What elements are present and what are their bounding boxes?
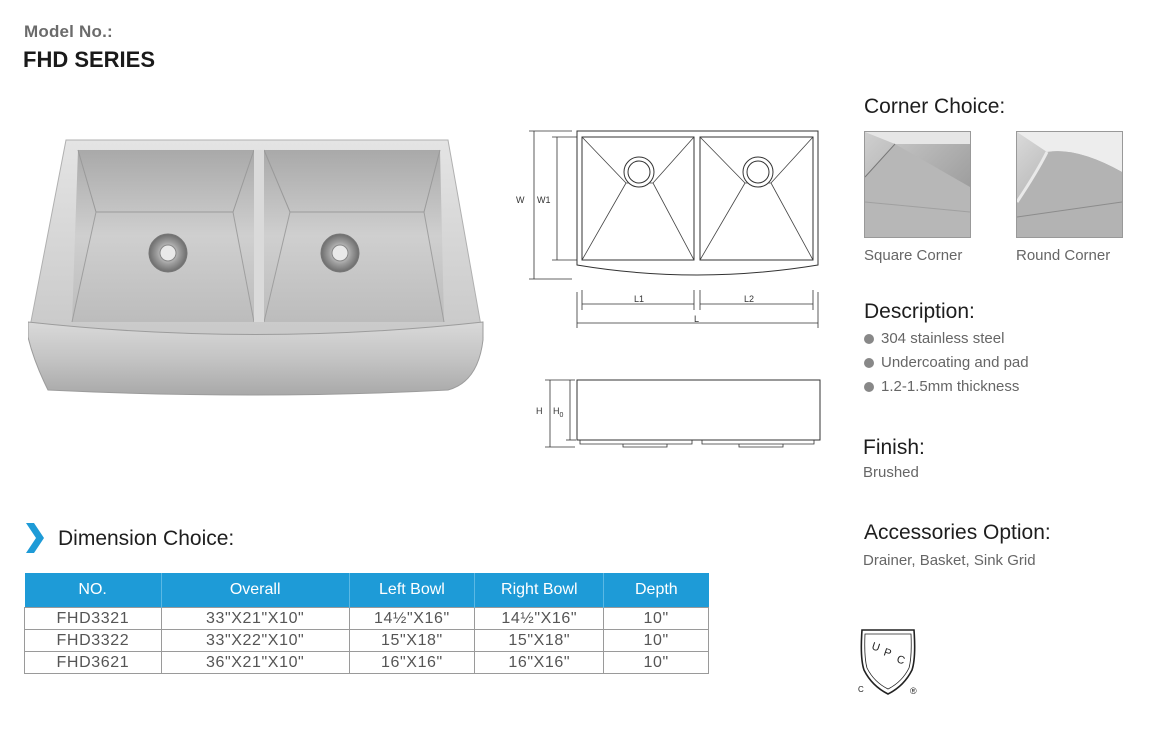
svg-text:U: U [870, 640, 882, 655]
upc-certification-logo [852, 624, 932, 699]
cell-no: FHD3621 [25, 652, 162, 674]
dimension-choice-title: Dimension Choice: [58, 527, 235, 550]
table-row [25, 630, 709, 652]
description-list [864, 327, 1029, 399]
bullet-icon [864, 334, 874, 344]
description-title: Description: [864, 300, 975, 323]
col-header-right-bowl: Right Bowl [475, 573, 604, 608]
cell-left-bowl: 14½"X16" [349, 608, 475, 630]
cell-right-bowl: 15"X18" [475, 630, 604, 652]
bullet-icon [864, 358, 874, 368]
corner-choice-title: Corner Choice: [864, 95, 1006, 118]
dim-l2-label: L2 [744, 294, 755, 304]
cell-depth: 10" [604, 652, 709, 674]
model-series: FHD SERIES [23, 47, 156, 72]
dim-h0-label: $H_0$ [553, 406, 564, 419]
svg-text:C: C [895, 653, 907, 668]
cell-overall: 33"X22"X10" [161, 630, 349, 652]
dimension-table [24, 573, 709, 674]
list-item: Undercoating and pad [864, 351, 1029, 375]
accessories-value: Drainer, Basket, Sink Grid [863, 552, 1036, 569]
list-item: 304 stainless steel [864, 327, 1029, 351]
finish-title: Finish: [863, 436, 925, 459]
round-corner-image [1016, 131, 1123, 238]
dim-w-label: W [516, 195, 525, 205]
model-label: Model No.: [24, 22, 113, 41]
side-view-diagram [530, 372, 830, 452]
cell-left-bowl: 15"X18" [349, 630, 475, 652]
upc-c-mark: C [858, 685, 864, 694]
dim-l1-label: L1 [634, 294, 645, 304]
finish-value: Brushed [863, 464, 919, 481]
cell-overall: 36"X21"X10" [161, 652, 349, 674]
cell-right-bowl: 14½"X16" [475, 608, 604, 630]
cell-no: FHD3321 [25, 608, 162, 630]
square-corner-image [864, 131, 971, 238]
table-row [25, 652, 709, 674]
cell-right-bowl: 16"X16" [475, 652, 604, 674]
cell-no: FHD3322 [25, 630, 162, 652]
sink-product-image [28, 132, 488, 397]
cell-overall: 33"X21"X10" [161, 608, 349, 630]
round-corner-label: Round Corner [1016, 247, 1111, 264]
top-view-diagram [512, 125, 832, 330]
table-header-row [25, 573, 709, 608]
cell-depth: 10" [604, 630, 709, 652]
col-header-depth: Depth [604, 573, 709, 608]
square-corner-label: Square Corner [864, 247, 963, 264]
upc-registered-mark: ® [910, 686, 917, 696]
dim-l-label: L [694, 314, 700, 324]
bullet-icon [864, 382, 874, 392]
col-header-left-bowl: Left Bowl [349, 573, 475, 608]
dim-h-label: H [536, 406, 543, 416]
svg-text:P: P [882, 646, 893, 661]
cell-left-bowl: 16"X16" [349, 652, 475, 674]
table-row [25, 608, 709, 630]
col-header-overall: Overall [161, 573, 349, 608]
col-header-no: NO. [25, 573, 162, 608]
list-item: 1.2-1.5mm thickness [864, 375, 1029, 399]
dim-w1-label: W1 [537, 195, 551, 205]
chevron-right-icon [24, 523, 44, 553]
cell-depth: 10" [604, 608, 709, 630]
accessories-title: Accessories Option: [864, 521, 1051, 544]
